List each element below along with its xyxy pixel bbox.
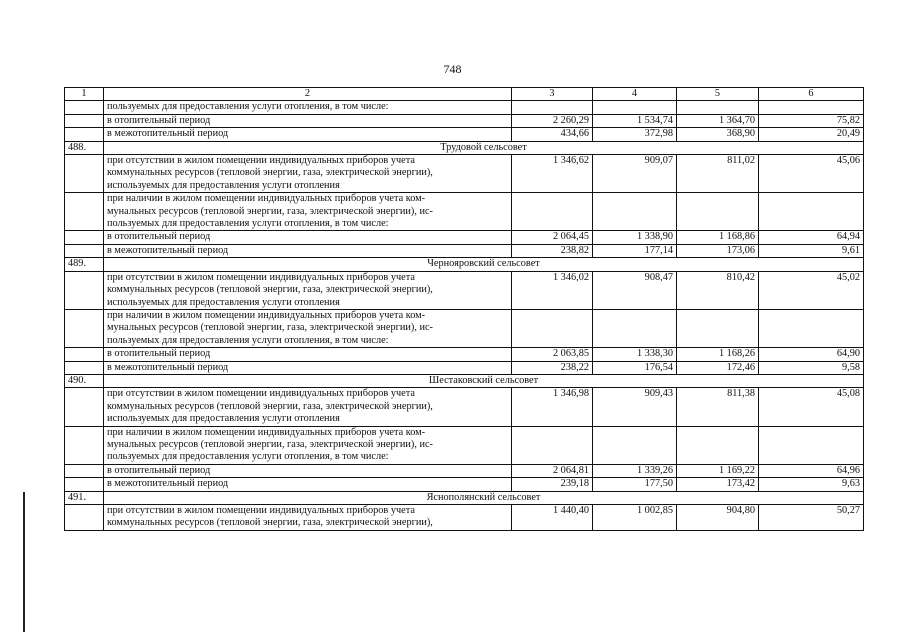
empty-cell xyxy=(677,309,759,347)
value-cell: 64,94 xyxy=(759,231,864,244)
margin-rule xyxy=(23,492,25,632)
value-cell: 2 064,81 xyxy=(512,464,593,477)
value-cell: 811,02 xyxy=(677,155,759,193)
label-cell: в отопительный период xyxy=(104,464,512,477)
description-line: мунальных ресурсов (тепловой энергии, газа, электрической энергии), ис- xyxy=(107,438,433,450)
description-line: коммунальных ресурсов (тепловой энергии, газа, электрической энергии), xyxy=(107,400,433,412)
table-row xyxy=(65,348,864,361)
column-header-row xyxy=(65,88,864,101)
description-line: коммунальных ресурсов (тепловой энергии, газа, электрической энергии), xyxy=(107,517,433,529)
description-cell xyxy=(104,505,512,531)
number-cell xyxy=(65,114,104,127)
value-cell: 238,22 xyxy=(512,361,593,374)
description-line: при наличии в жилом помещении индивидуальных приборов учета ком- xyxy=(107,426,426,438)
value-cell: 239,18 xyxy=(512,478,593,491)
description-line: мунальных ресурсов (тепловой энергии, газа, электрической энергии), ис- xyxy=(107,322,433,334)
value-cell: 811,38 xyxy=(677,388,759,426)
number-cell xyxy=(65,478,104,491)
empty-cell xyxy=(512,426,593,464)
description-line: пользуемых для предоставления услуги отопления, в том числе: xyxy=(107,218,389,230)
label-cell: в отопительный период xyxy=(104,348,512,361)
table-row xyxy=(65,231,864,244)
value-cell: 1 346,62 xyxy=(512,155,593,193)
table-row xyxy=(65,505,864,531)
number-cell xyxy=(65,464,104,477)
column-header: 6 xyxy=(759,88,864,101)
value-cell: 177,50 xyxy=(593,478,677,491)
section-number: 488. xyxy=(65,141,104,154)
section-number: 489. xyxy=(65,258,104,271)
value-cell: 9,61 xyxy=(759,244,864,257)
table-row xyxy=(65,193,864,231)
description-cell xyxy=(104,309,512,347)
empty-cell xyxy=(512,309,593,347)
description-line: при отсутствии в жилом помещении индивидуальных приборов учета xyxy=(107,155,415,167)
value-cell: 2 063,85 xyxy=(512,348,593,361)
number-cell xyxy=(65,231,104,244)
number-cell xyxy=(65,348,104,361)
value-cell: 75,82 xyxy=(759,114,864,127)
table-row xyxy=(65,155,864,193)
table-body xyxy=(65,88,864,531)
description-line: используемых для предоставления услуги отопления xyxy=(107,413,340,425)
description-line: при отсутствии в жилом помещении индивидуальных приборов учета xyxy=(107,505,415,516)
label-cell: в межотопительный период xyxy=(104,361,512,374)
value-cell: 904,80 xyxy=(677,505,759,531)
empty-cell xyxy=(593,193,677,231)
value-cell: 1 002,85 xyxy=(593,505,677,531)
empty-cell xyxy=(593,426,677,464)
value-cell xyxy=(759,101,864,114)
value-cell: 1 534,74 xyxy=(593,114,677,127)
description-cell xyxy=(104,193,512,231)
value-cell: 434,66 xyxy=(512,128,593,141)
section-header-row xyxy=(65,258,864,271)
value-cell: 909,07 xyxy=(593,155,677,193)
value-cell: 64,96 xyxy=(759,464,864,477)
empty-cell xyxy=(759,426,864,464)
description-line: используемых для предоставления услуги отопления xyxy=(107,296,340,308)
value-cell: 1 339,26 xyxy=(593,464,677,477)
value-cell: 810,42 xyxy=(677,271,759,309)
table-row xyxy=(65,478,864,491)
empty-cell xyxy=(677,193,759,231)
label-cell: в межотопительный период xyxy=(104,244,512,257)
description-cell xyxy=(104,388,512,426)
value-cell: 1 364,70 xyxy=(677,114,759,127)
table-row xyxy=(65,361,864,374)
empty-cell xyxy=(512,193,593,231)
value-cell: 173,42 xyxy=(677,478,759,491)
empty-cell xyxy=(759,193,864,231)
label-cell: в отопительный период xyxy=(104,231,512,244)
number-cell xyxy=(65,193,104,231)
table-row xyxy=(65,101,864,114)
value-cell: 1 346,02 xyxy=(512,271,593,309)
value-cell: 368,90 xyxy=(677,128,759,141)
value-cell: 9,63 xyxy=(759,478,864,491)
value-cell: 372,98 xyxy=(593,128,677,141)
value-cell: 45,08 xyxy=(759,388,864,426)
value-cell: 1 168,26 xyxy=(677,348,759,361)
number-cell xyxy=(65,244,104,257)
section-number: 491. xyxy=(65,491,104,504)
section-header-row xyxy=(65,491,864,504)
column-header: 1 xyxy=(65,88,104,101)
table-row xyxy=(65,271,864,309)
value-cell: 172,46 xyxy=(677,361,759,374)
value-cell xyxy=(593,101,677,114)
label-cell: в отопительный период xyxy=(104,114,512,127)
description-line: пользуемых для предоставления услуги отопления, в том числе: xyxy=(107,451,389,463)
value-cell: 64,90 xyxy=(759,348,864,361)
value-cell xyxy=(512,101,593,114)
number-cell xyxy=(65,155,104,193)
column-header: 4 xyxy=(593,88,677,101)
description-line: при наличии в жилом помещении индивидуальных приборов учета ком- xyxy=(107,309,426,321)
section-title: Яснополянский сельсовет xyxy=(104,491,864,504)
label-cell: в межотопительный период xyxy=(104,128,512,141)
value-cell: 908,47 xyxy=(593,271,677,309)
empty-cell xyxy=(759,309,864,347)
value-cell: 1 168,86 xyxy=(677,231,759,244)
description-line: мунальных ресурсов (тепловой энергии, газа, электрической энергии), ис- xyxy=(107,205,433,217)
description-line: при наличии в жилом помещении индивидуальных приборов учета ком- xyxy=(107,193,426,205)
section-header-row xyxy=(65,374,864,387)
value-cell: 177,14 xyxy=(593,244,677,257)
column-header: 5 xyxy=(677,88,759,101)
column-header: 3 xyxy=(512,88,593,101)
number-cell xyxy=(65,271,104,309)
table-row xyxy=(65,388,864,426)
number-cell xyxy=(65,388,104,426)
value-cell: 238,82 xyxy=(512,244,593,257)
page-number: 748 xyxy=(443,62,462,76)
table-row xyxy=(65,244,864,257)
number-cell xyxy=(65,361,104,374)
table-row xyxy=(65,114,864,127)
value-cell: 1 440,40 xyxy=(512,505,593,531)
empty-cell xyxy=(677,426,759,464)
value-cell: 1 169,22 xyxy=(677,464,759,477)
value-cell: 176,54 xyxy=(593,361,677,374)
section-title: Трудовой сельсовет xyxy=(104,141,864,154)
table-row xyxy=(65,128,864,141)
description-cell xyxy=(104,155,512,193)
description-line: коммунальных ресурсов (тепловой энергии, газа, электрической энергии), xyxy=(107,167,433,179)
section-title: Чернояровский сельсовет xyxy=(104,258,864,271)
section-header-row xyxy=(65,141,864,154)
value-cell: 9,58 xyxy=(759,361,864,374)
section-number: 490. xyxy=(65,374,104,387)
number-cell xyxy=(65,101,104,114)
label-cell: пользуемых для предоставления услуги отопления, в том числе: xyxy=(104,101,512,114)
value-cell: 45,06 xyxy=(759,155,864,193)
value-cell: 1 338,30 xyxy=(593,348,677,361)
value-cell: 909,43 xyxy=(593,388,677,426)
description-line: используемых для предоставления услуги отопления xyxy=(107,179,340,191)
description-line: коммунальных ресурсов (тепловой энергии, газа, электрической энергии), xyxy=(107,284,433,296)
description-line: при отсутствии в жилом помещении индивидуальных приборов учета xyxy=(107,388,415,400)
value-cell: 20,49 xyxy=(759,128,864,141)
column-header: 2 xyxy=(104,88,512,101)
description-cell xyxy=(104,271,512,309)
value-cell: 1 346,98 xyxy=(512,388,593,426)
table-row xyxy=(65,309,864,347)
value-cell: 50,27 xyxy=(759,505,864,531)
section-title: Шестаковский сельсовет xyxy=(104,374,864,387)
description-line: при отсутствии в жилом помещении индивидуальных приборов учета xyxy=(107,271,415,283)
tariff-table xyxy=(64,87,864,531)
empty-cell xyxy=(593,309,677,347)
label-cell: в межотопительный период xyxy=(104,478,512,491)
table-row xyxy=(65,426,864,464)
table-row xyxy=(65,464,864,477)
number-cell xyxy=(65,505,104,531)
description-line: пользуемых для предоставления услуги отопления, в том числе: xyxy=(107,334,389,346)
description-cell xyxy=(104,426,512,464)
value-cell xyxy=(677,101,759,114)
value-cell: 1 338,90 xyxy=(593,231,677,244)
number-cell xyxy=(65,309,104,347)
value-cell: 2 064,45 xyxy=(512,231,593,244)
value-cell: 173,06 xyxy=(677,244,759,257)
value-cell: 45,02 xyxy=(759,271,864,309)
number-cell xyxy=(65,128,104,141)
value-cell: 2 260,29 xyxy=(512,114,593,127)
number-cell xyxy=(65,426,104,464)
